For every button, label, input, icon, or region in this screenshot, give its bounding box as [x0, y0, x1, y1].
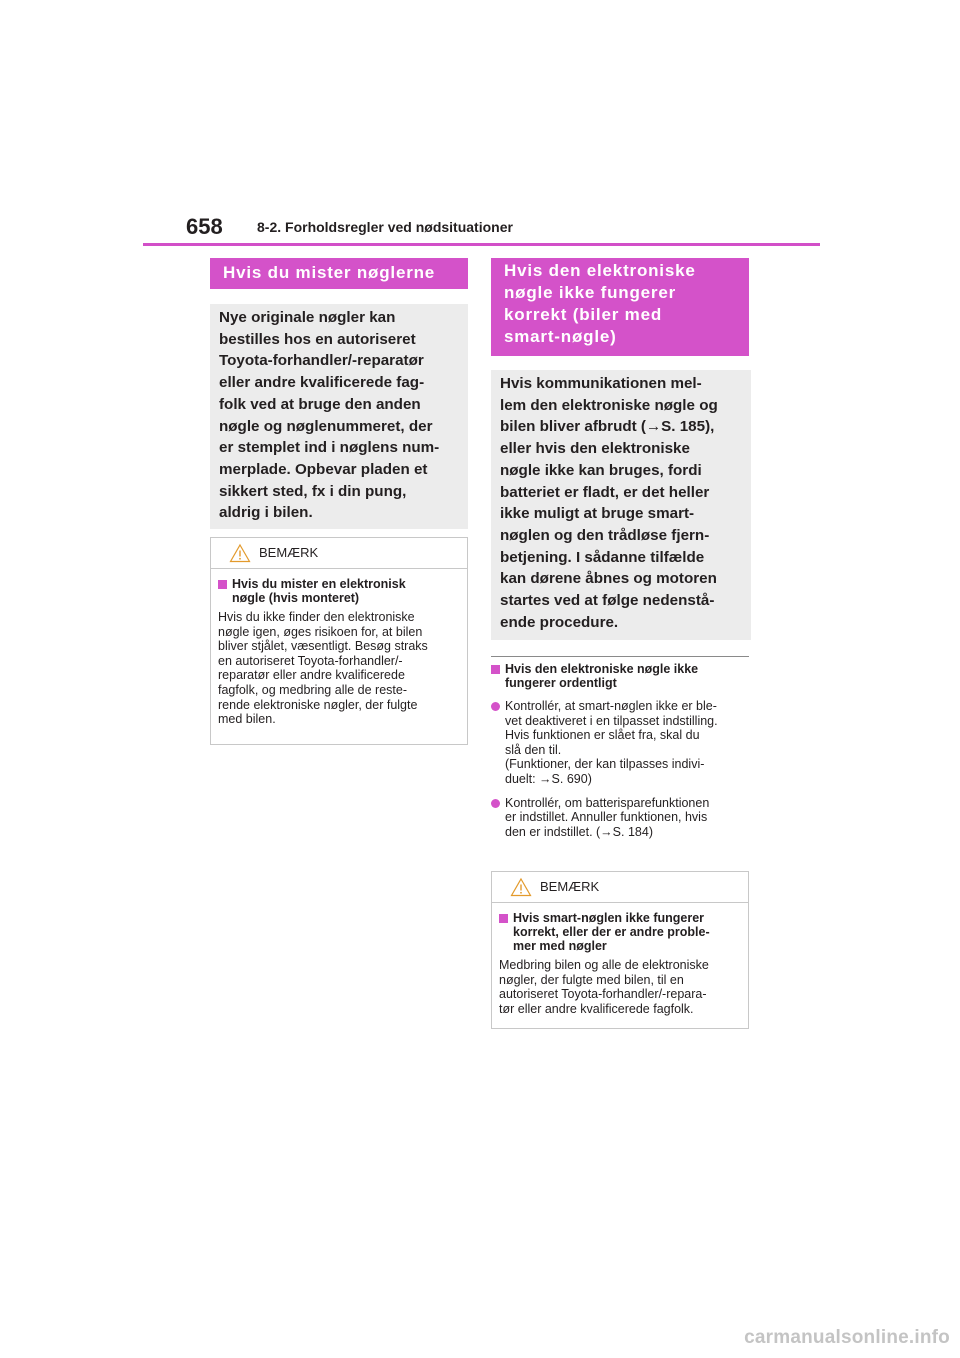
intro-line: bilen bliver afbrudt (→S. 185), — [500, 418, 715, 436]
notice-line: fagfolk, og medbring alle de reste- — [218, 682, 407, 697]
topic-title-line: fungerer ordentligt — [505, 676, 617, 690]
notice-item-title — [218, 577, 460, 605]
page-reference-link[interactable]: duelt: →S. 690) — [505, 771, 592, 786]
bullet-line: vet deaktiveret i en tilpasset indstilling. — [505, 713, 718, 728]
heading-line: nøgle ikke fungerer — [504, 283, 677, 302]
notice-line: med bilen. — [218, 712, 276, 727]
bullet-item — [491, 796, 751, 840]
topic-title — [491, 662, 751, 690]
intro-line: bestilles hos en autoriseret — [219, 330, 416, 348]
intro-line: nøglen og den trådløse fjern- — [500, 526, 710, 544]
notice-line: Hvis du ikke finder den elektroniske — [218, 610, 415, 624]
bullet-line: er indstillet. Annuller funktionen, hvis — [505, 810, 708, 825]
intro-line: folk ved at bruge den anden — [219, 395, 421, 413]
intro-line: nøgle og nøglenummeret, der — [219, 417, 433, 435]
topic-title-line: Hvis den elektroniske nøgle ikke — [505, 662, 699, 676]
intro-line: Toyota-forhandler/-reparatør — [219, 352, 424, 370]
notice-text — [499, 958, 741, 1016]
intro-line: er stemplet ind i nøglens num- — [219, 439, 440, 457]
intro-line: startes ved at følge nedenstå- — [500, 592, 715, 610]
heading-line: smart-nøgle) — [504, 327, 617, 346]
intro-line: aldrig i bilen. — [219, 504, 313, 522]
round-bullet-icon — [491, 702, 500, 711]
bullet-line: Hvis funktionen er slået fra, skal du — [505, 728, 700, 743]
intro-line: batteriet er fladt, er det heller — [500, 483, 710, 501]
bullet-line: Kontrollér, om batterisparefunktionen — [505, 795, 710, 810]
intro-line: lem den elektroniske nøgle og — [500, 396, 718, 414]
notice-header — [492, 872, 748, 903]
page-number: 658 — [186, 214, 223, 239]
intro-line: merplade. Opbevar pladen et — [219, 460, 428, 478]
lost-keys-intro — [210, 304, 468, 529]
intro-line: eller andre kvalificerede fag- — [219, 374, 425, 392]
watermark: carmanualsonline.info — [744, 1327, 950, 1348]
notice-item-title — [499, 911, 741, 953]
notice-text — [218, 610, 460, 727]
notice-line: Medbring bilen og alle de elektroniske — [499, 958, 709, 972]
notice-line: nøgler, der fulgte med bilen, til en — [499, 972, 684, 987]
notice-title-line: korrekt, eller der er andre proble- — [513, 925, 710, 939]
notice-title-line: nøgle (hvis monteret) — [232, 591, 360, 605]
notice-line: tør eller andre kvalificerede fagfolk. — [499, 1001, 694, 1016]
notice-line: bliver stjålet, væsentligt. Besøg straks — [218, 639, 428, 654]
notice-box-right — [491, 871, 749, 1029]
lost-keys-heading-text: Hvis du mister nøglerne — [223, 263, 436, 282]
notice-title-line: Hvis du mister en elektronisk — [232, 577, 406, 591]
intro-line: kan dørene åbnes og motoren — [500, 570, 717, 588]
notice-header — [211, 538, 467, 569]
heading-line: korrekt (biler med — [504, 305, 663, 324]
topic-divider — [491, 656, 749, 657]
header-divider — [143, 243, 820, 246]
notice-line: nøgle igen, øges risikoen for, at bilen — [218, 624, 423, 639]
notice-body — [492, 903, 748, 1024]
lost-keys-heading — [210, 258, 468, 289]
notice-line: autoriseret Toyota-forhandler/-repara- — [499, 987, 707, 1002]
intro-line: ende procedure. — [500, 613, 619, 631]
notice-label: BEMÆRK — [259, 545, 319, 560]
warning-triangle-icon — [229, 543, 251, 563]
bullet-line: slå den til. — [505, 742, 562, 757]
intro-line: betjening. I sådanne tilfælde — [500, 548, 705, 566]
warning-triangle-icon — [510, 877, 532, 897]
smart-key-heading — [491, 258, 749, 356]
smart-key-intro — [491, 370, 751, 640]
notice-line: reparatør eller andre kvalificerede — [218, 668, 405, 683]
heading-line: Hvis den elektroniske — [504, 261, 696, 280]
smart-key-topic — [491, 662, 751, 839]
notice-body — [211, 569, 467, 735]
notice-box-left — [210, 537, 468, 745]
notice-line: en autoriseret Toyota-forhandler/- — [218, 653, 403, 668]
intro-line: sikkert sted, fx i din pung, — [219, 482, 407, 500]
notice-label: BEMÆRK — [540, 879, 600, 894]
square-bullet-icon — [491, 665, 500, 674]
intro-line: ikke muligt at bruge smart- — [500, 505, 695, 523]
intro-line: Hvis kommunikationen mel- — [500, 375, 702, 392]
bullet-item — [491, 699, 751, 787]
bullet-line: (Funktioner, der kan tilpasses indivi- — [505, 757, 705, 772]
intro-line: nøgle ikke kan bruges, fordi — [500, 461, 702, 479]
square-bullet-icon — [499, 914, 508, 923]
bullet-line: Kontrollér, at smart-nøglen ikke er ble- — [505, 699, 717, 713]
notice-title-line: Hvis smart-nøglen ikke fungerer — [513, 911, 705, 925]
notice-title-line: mer med nøgler — [513, 939, 607, 953]
chapter-title: 8-2. Forholdsregler ved nødsituationer — [257, 219, 513, 235]
intro-line: eller hvis den elektroniske — [500, 440, 690, 458]
square-bullet-icon — [218, 580, 227, 589]
notice-line: rende elektroniske nøgler, der fulgte — [218, 697, 418, 712]
intro-line: Nye originale nøgler kan — [219, 309, 396, 326]
page-reference-link[interactable]: den er indstillet. (→S. 184) — [505, 824, 653, 839]
round-bullet-icon — [491, 799, 500, 808]
